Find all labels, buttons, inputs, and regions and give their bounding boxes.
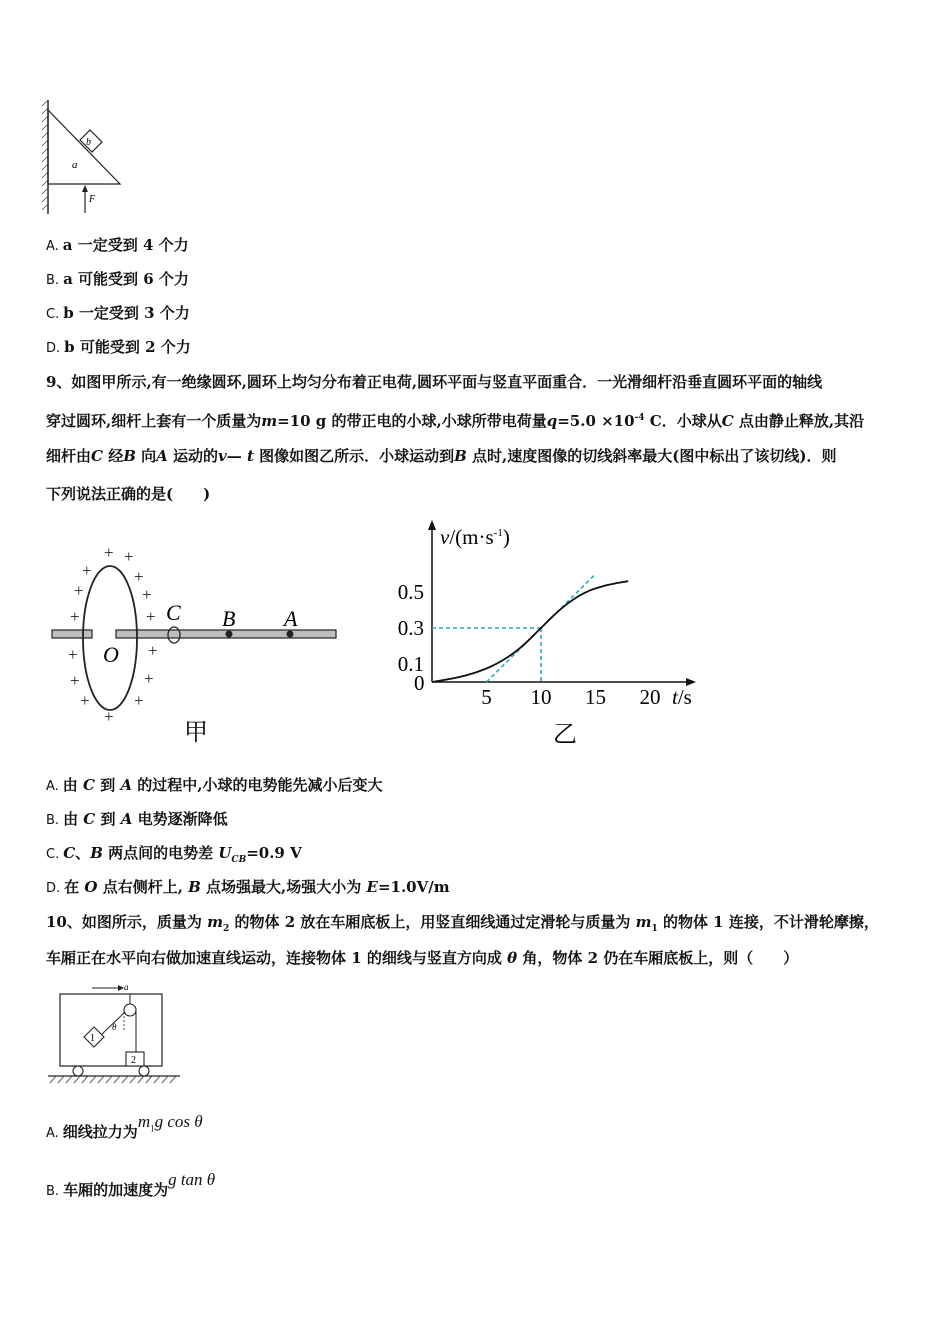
q8-option-d: D. b 可能受到 2 个力 [46,338,191,356]
x-tick-label: 5 [481,685,492,709]
plus-sign: + [134,567,144,586]
plus-sign: + [104,543,114,562]
q9-stem-line2: 穿过圆环,细杆上套有一个质量为m=10 g 的带正电的小球,小球所带电荷量$q=5.0 \times 10^{-4}$ C．小球从C 点由静止释放,其沿 [46,412,865,430]
plus-sign: + [80,691,90,710]
q8-option-c: C. b 一定受到 3 个力 [46,304,190,322]
plus-sign: + [74,581,84,600]
label-theta: θ [112,1022,117,1032]
q10-stem-line1: 10、如图所示，质量为 $m_2$ 的物体 2 放在车厢底板上，用竖直细线通过定滑轮与质量为 $m_1$ 的物体 1 连接，不计滑轮摩擦， [46,913,879,934]
q8-option-b: B. a 可能受到 6 个力 [46,270,189,288]
plus-sign: + [148,641,158,660]
q10-stem-line2: 车厢正在水平向右做加速直线运动，连接物体 1 的细线与竖直方向成 θ 角，物体 2 仍在车厢底板上，则（ ） [46,949,799,967]
origin-label: 0 [414,671,425,695]
label-C: C [166,600,181,625]
caption-jia: 甲 [184,720,208,746]
q9-option-a: A. 由 C 到 A 的过程中,小球的电势能先减小后变大 [46,776,383,794]
plus-sign: + [124,547,134,566]
plus-sign: + [144,669,154,688]
label-A: A [284,606,298,631]
q9-option-c: C. C、B 两点间的电势差 $U_{CB}=0.9$ V [46,844,302,865]
plus-sign: + [82,561,92,580]
y-axis-label: $v/(m\cdot s^{-1})$ [440,525,510,549]
y-tick-label: 0.5 [397,580,424,604]
label-O: O [103,642,119,667]
label-a: a [124,982,129,992]
plus-sign: + [134,691,144,710]
label-a: a [72,159,78,171]
wedge-block-figure [40,98,130,218]
x-tick-label: 20 [639,685,661,709]
plus-sign: + [68,645,78,664]
caption-yi: 乙 [553,722,577,748]
q9-option-d: D. 在 O 点右侧杆上, B 点场强最大,场强大小为 E=1.0V/m [46,878,450,896]
x-tick-label: 15 [585,685,606,709]
q8-option-a: A. a 一定受到 4 个力 [46,236,189,254]
label-b: b [86,137,91,148]
formula-tension: $m_1g$ cos θ [137,1112,203,1134]
formula-acceleration: g tan θ [168,1170,216,1189]
y-tick-label: 0.3 [397,616,424,640]
figure-jia-ring [48,540,348,750]
q9-stem-line3: 细杆由C 经B 向A 运动的v— t 图像如图乙所示．小球运动到B 点时,速度图像的切线斜率最大(图中标出了该切线)．则 [46,447,837,465]
carriage-figure [44,982,184,1088]
y-axis-arrow [428,520,436,530]
q10-option-a: A. 细线拉力为$m_1g$ cos θ [46,1112,203,1141]
label-B: B [222,606,236,631]
label-2: 2 [131,1055,136,1066]
x-tick-label: 10 [530,685,552,709]
y-tick-label: 0.1 [397,652,424,676]
q10-option-b: B. 车厢的加速度为g tan θ [46,1170,216,1199]
q9-option-b: B. 由 C 到 A 电势逐渐降低 [46,810,228,828]
vt-curve [432,581,628,682]
plus-sign: + [104,707,114,726]
plus-sign: + [70,671,80,690]
x-axis-label: t/s [672,685,692,709]
plus-sign: + [142,585,152,604]
plus-sign: + [70,607,80,626]
figure-yi-vt-chart [390,516,720,752]
plus-sign: + [146,607,156,626]
q9-stem-line4: 下列说法正确的是( ) [46,485,211,503]
q9-stem-line1: 9、如图甲所示,有一绝缘圆环,圆环上均匀分布着正电荷,圆环平面与竖直平面重合．一光滑细杆沿垂直圆环平面的轴线 [46,373,823,391]
label-1: 1 [90,1033,95,1044]
label-F: F [89,194,96,205]
